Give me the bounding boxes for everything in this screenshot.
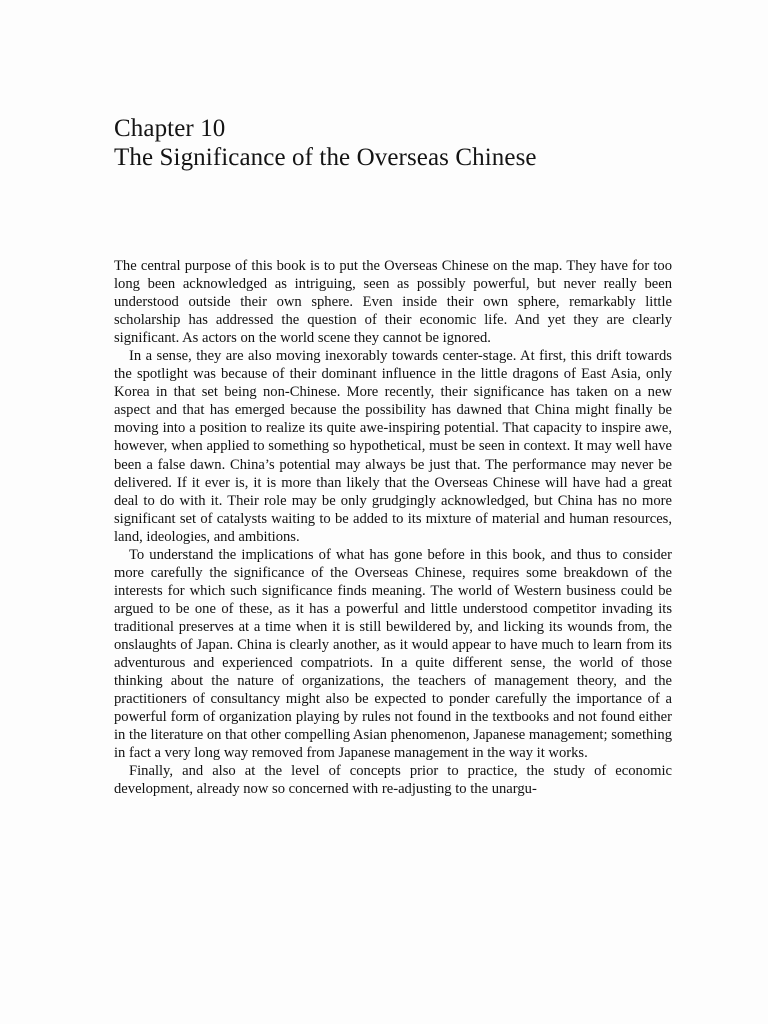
body-paragraph: In a sense, they are also moving inexorably towards center-stage. At first, this drift towards the spotlight was because of their dominant influence in the little dragons of East Asia, only Korea in that set being non-Chinese. More recently, their significance has taken on a new aspect and that has emerged because the possibility has dawned that China might finally be moving into a position to realize its quite awe-inspiring potential. That capacity to inspire awe, however, when applied to something so hypothetical, must be seen in context. It may well have been a false dawn. China’s potential may always be just that. The performance may never be delivered. If it ever is, it is more than likely that the Overseas Chinese will have had a great deal to do with it. Their role may be only grudgingly acknowledged, but China has no more significant set of catalysts waiting to be added to its mixture of material and human resources, land, ideologies, and ambitions. bbox=[114, 348, 672, 545]
chapter-number: Chapter 10 bbox=[114, 115, 226, 142]
chapter-heading bbox=[114, 114, 537, 172]
body-paragraph: The central purpose of this book is to put the Overseas Chinese on the map. They have for too long been acknowledged as intriguing, seen as possibly powerful, but never really been understood outside their own sphere. Even inside their own sphere, remarkably little scholarship has addressed the question of their economic life. And yet they are clearly significant. As actors on the world scene they cannot be ignored. bbox=[114, 258, 672, 347]
chapter-title: The Significance of the Overseas Chinese bbox=[114, 144, 537, 171]
body-paragraph: To understand the implications of what has gone before in this book, and thus to consider more carefully the significance of the Overseas Chinese, requires some breakdown of the interests for which such significance finds meaning. The world of Western business could be argued to be one of these, as it has a powerful and little understood competitor invading its traditional preserves at a time when it is still bewildered by, and licking its wounds from, the onslaughts of Japan. China is clearly another, as it would appear to have much to learn from its adventurous and experienced compatriots. In a quite different sense, the world of those thinking about the nature of organizations, the teachers of management theory, and the practitioners of consultancy might also be expected to ponder carefully the importance of a powerful form of organization playing by rules not found in the textbooks and not found either in the literature on that other compelling Asian phenomenon, Japanese management; something in fact a very long way removed from Japanese management in the way it works. bbox=[114, 546, 672, 762]
body-paragraph: Finally, and also at the level of concepts prior to practice, the study of economic development, already now so concerned with re-adjusting to the unargu- bbox=[114, 763, 672, 798]
chapter-body bbox=[114, 257, 672, 798]
